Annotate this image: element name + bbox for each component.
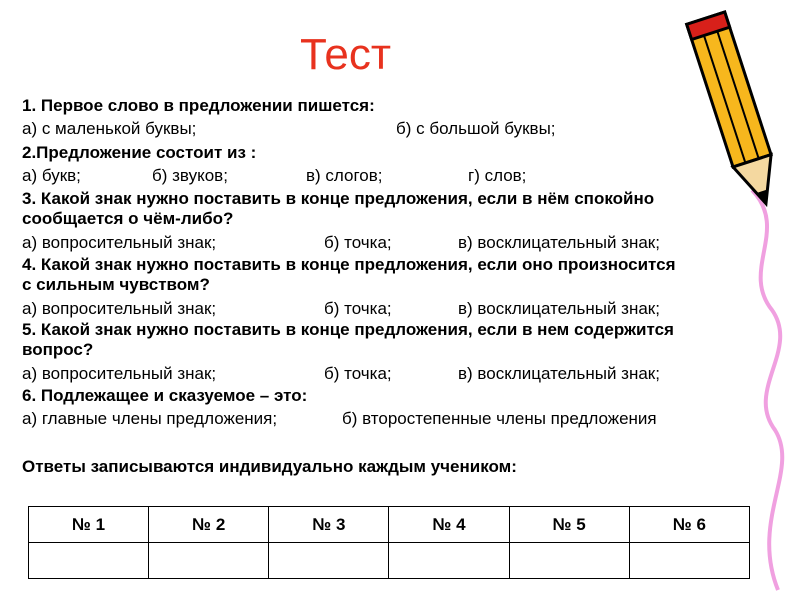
question-3-number: 3 (22, 189, 32, 208)
q2-option-c: в) слогов; (306, 166, 383, 185)
answer-header-2: № 2 (149, 507, 269, 543)
q5-option-b: б) точка; (324, 364, 392, 383)
question-6-options (22, 409, 742, 429)
q1-option-b: б) с большой буквы; (396, 119, 556, 138)
question-3-options (22, 233, 722, 253)
question-1-options (22, 119, 722, 139)
answer-cell-5[interactable] (509, 543, 629, 579)
q2-option-d: г) слов; (468, 166, 527, 185)
answer-cell-1[interactable] (29, 543, 149, 579)
answer-header-4: № 4 (389, 507, 509, 543)
question-2: 2.Предложение состоит из : (22, 143, 257, 162)
q4-option-b: б) точка; (324, 299, 392, 318)
answer-cell-2[interactable] (149, 543, 269, 579)
answer-cell-4[interactable] (389, 543, 509, 579)
squiggle-line (752, 190, 782, 590)
answer-header-1: № 1 (29, 507, 149, 543)
q2-option-b: б) звуков; (152, 166, 228, 185)
question-4: 4. Какой знак нужно поставить в конце предложения, если оно произносится с сильным чувством? (22, 255, 676, 294)
question-6: 6. Подлежащее и сказуемое – это: (22, 386, 308, 405)
answers-input-row (29, 543, 750, 579)
q3-option-b: б) точка; (324, 233, 392, 252)
q4-option-c: в) восклицательный знак; (458, 299, 660, 318)
q5-option-c: в) восклицательный знак; (458, 364, 660, 383)
question-4-options (22, 299, 722, 319)
question-3-text: . Какой знак нужно поставить в конце предложения, если в нём спокойно сообщается о чём-либо? (22, 189, 655, 228)
answers-header-row (29, 507, 750, 543)
q4-option-a: а) вопросительный знак; (22, 299, 217, 318)
page-title: Тест (300, 30, 392, 79)
answers-note: Ответы записываются индивидуально каждым учеником: (22, 457, 517, 476)
q1-option-a: а) с маленькой буквы; (22, 119, 197, 138)
q3-option-a: а) вопросительный знак; (22, 233, 217, 252)
q6-option-b: б) второстепенные члены предложения (342, 409, 657, 428)
q3-option-c: в) восклицательный знак; (458, 233, 660, 252)
q2-option-a: а) букв; (22, 166, 81, 185)
answer-cell-6[interactable] (629, 543, 749, 579)
answer-header-6: № 6 (629, 507, 749, 543)
answer-header-5: № 5 (509, 507, 629, 543)
question-1: 1. Первое слово в предложении пишется: (22, 96, 375, 115)
answer-cell-3[interactable] (269, 543, 389, 579)
answers-table (28, 506, 750, 579)
question-5-options (22, 364, 722, 384)
question-3 (22, 189, 682, 229)
q5-option-a: а) вопросительный знак; (22, 364, 217, 383)
question-5: 5. Какой знак нужно поставить в конце предложения, если в нем содержится вопрос? (22, 320, 674, 359)
q6-option-a: а) главные члены предложения; (22, 409, 278, 428)
question-2-options (22, 166, 722, 186)
answer-header-3: № 3 (269, 507, 389, 543)
